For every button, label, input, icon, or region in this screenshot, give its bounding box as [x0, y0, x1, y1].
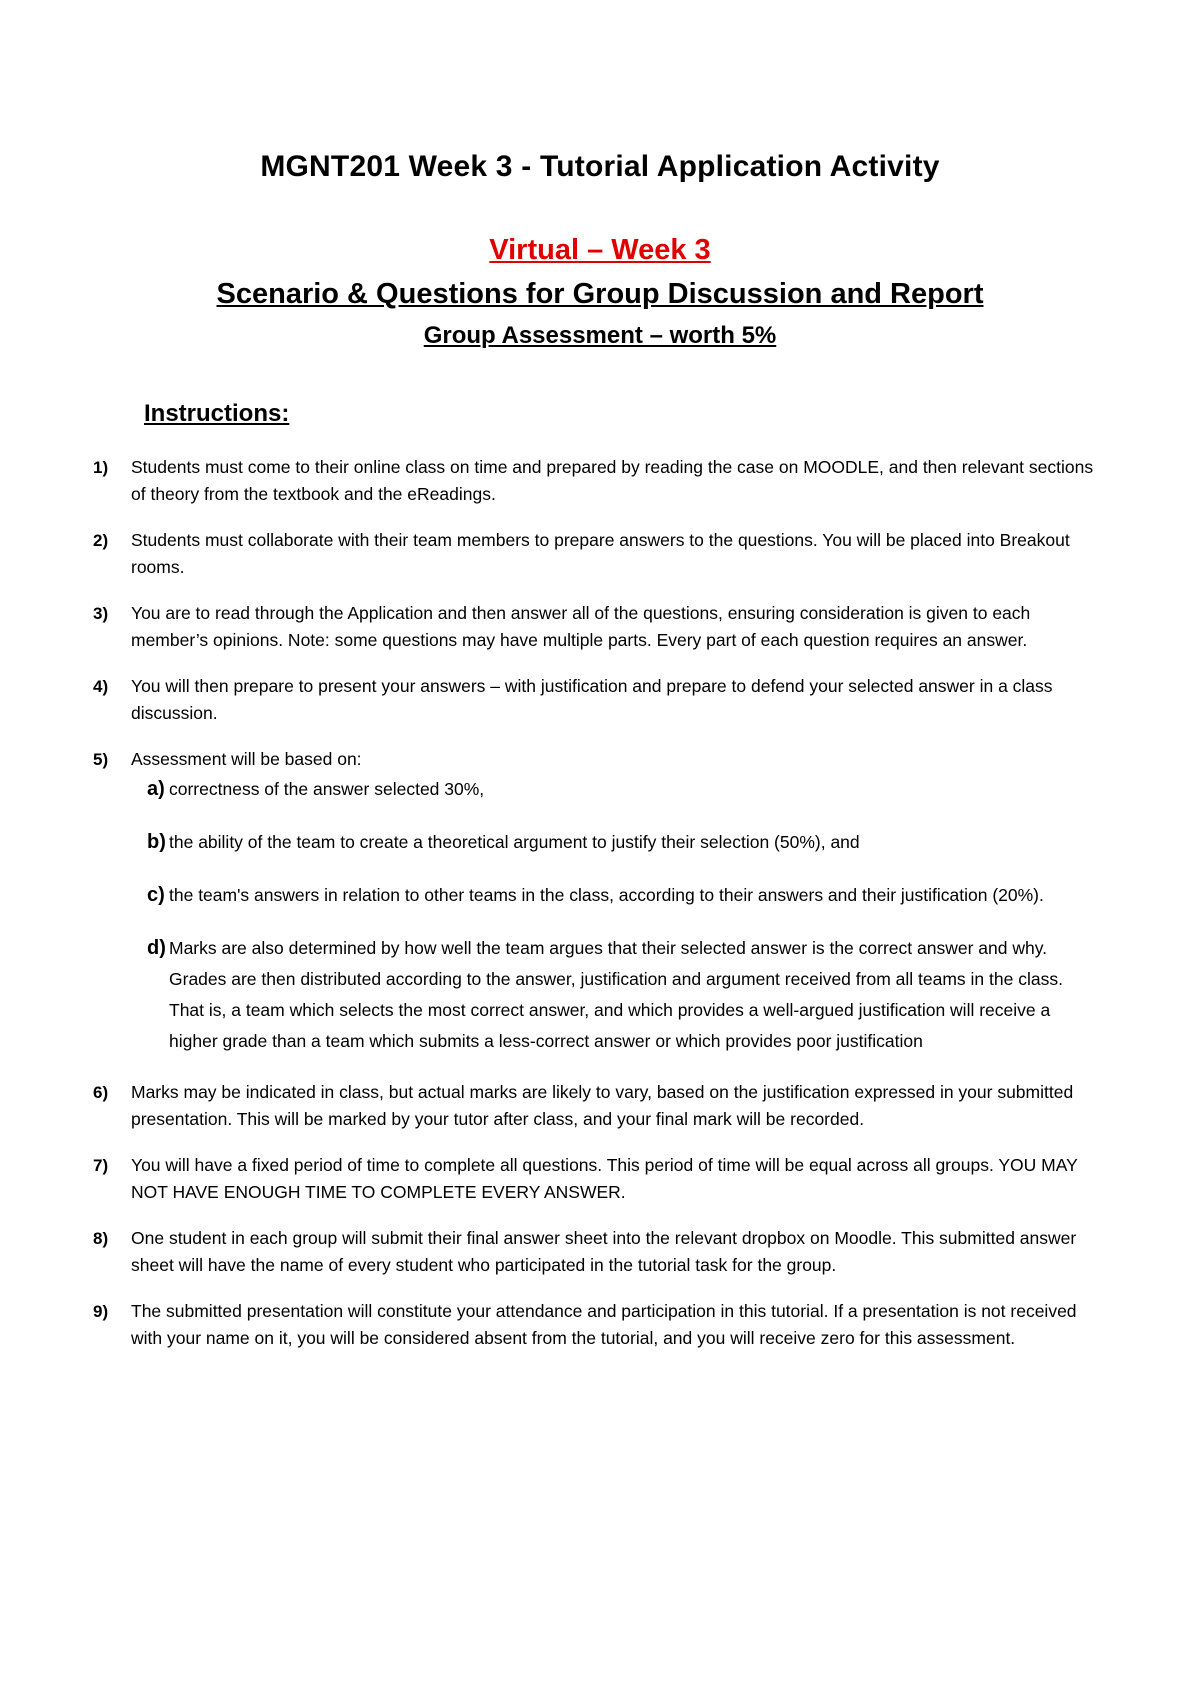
item-number: 4) [93, 677, 109, 696]
item-text: Marks may be indicated in class, but actual marks are likely to vary, based on the justification expressed in your submitted presentation. This will be marked by your tutor after class, and your final mark will be recorded. [131, 1082, 1074, 1129]
assessment-criteria-list [0, 774, 1063, 1057]
item-number: 3) [93, 604, 109, 623]
subtitle-group-assessment: Group Assessment – worth 5% [423, 322, 777, 349]
list-item [0, 746, 1200, 1057]
sublist-item [131, 774, 1066, 805]
list-item [0, 454, 1200, 508]
item-number: 7) [93, 1156, 109, 1175]
sublist-text: the team's answers in relation to other teams in the class, according to their answers and their justification (20%). [169, 885, 1044, 905]
sublist-letter: b) [147, 831, 166, 853]
sublist-text: correctness of the answer selected 30%, [169, 779, 485, 799]
item-text: One student in each group will submit their final answer sheet into the relevant dropbox on Moodle. This submitted answer sheet will have the name of every student who participated in the tutorial task for the group. [131, 1228, 1077, 1275]
list-item [0, 1298, 1200, 1352]
sublist-item [131, 827, 1066, 858]
item-text: The submitted presentation will constitute your attendance and participation in this tutorial. If a presentation is not received with your name on it, you will be considered absent from the tutorial, and you will receive zero for this assessment. [131, 1301, 1077, 1348]
sublist-letter: d) [147, 937, 166, 959]
subtitle-virtual-week: Virtual – Week 3 [489, 234, 711, 266]
item-number: 5) [93, 750, 109, 769]
sublist-text: the ability of the team to create a theoretical argument to justify their selection (50%), and [169, 832, 860, 852]
sublist-item [131, 880, 1066, 911]
sublist-letter: c) [147, 884, 165, 906]
item-text: Students must collaborate with their team members to prepare answers to the questions. You will be placed into Breakout rooms. [131, 530, 1070, 577]
item-text: Assessment will be based on: [131, 749, 362, 769]
list-item [0, 1225, 1200, 1279]
item-text: Students must come to their online class on time and prepared by reading the case on MOODLE, and then relevant sections of theory from the textbook and the eReadings. [131, 457, 1094, 504]
instructions-heading: Instructions: [144, 400, 290, 427]
item-text: You are to read through the Application and then answer all of the questions, ensuring consideration is given to each member’s opinions. Note: some questions may have multiple parts. Every part of each question requires an answer. [131, 603, 1031, 650]
list-item [0, 527, 1200, 581]
item-number: 6) [93, 1083, 109, 1102]
list-item [0, 673, 1200, 727]
item-number: 9) [93, 1302, 109, 1321]
item-number: 2) [93, 531, 109, 550]
sublist-item [131, 933, 1066, 1057]
item-text: You will then prepare to present your answers – with justification and prepare to defend your selected answer in a class discussion. [131, 676, 1053, 723]
item-number: 1) [93, 458, 109, 477]
document-title: MGNT201 Week 3 - Tutorial Application Activity [260, 150, 940, 183]
item-text: You will have a fixed period of time to complete all questions. This period of time will be equal across all groups. YOU MAY NOT HAVE ENOUGH TIME TO COMPLETE EVERY ANSWER. [131, 1155, 1078, 1202]
list-item [0, 1152, 1200, 1206]
instructions-list [0, 454, 1200, 1371]
item-number: 8) [93, 1229, 109, 1248]
sublist-text: Marks are also determined by how well the team argues that their selected answer is the correct answer and why. Grades are then distributed according to the answer, justification and argument received from all teams in the class. That is, a team which selects the most correct answer, and which provides a well-argued justification will receive a higher grade than a team which submits a less-correct answer or which provides poor justification [169, 938, 1063, 1051]
sublist-letter: a) [147, 778, 165, 800]
list-item [0, 600, 1200, 654]
list-item [0, 1079, 1200, 1133]
subtitle-scenario: Scenario & Questions for Group Discussion and Report [216, 278, 984, 310]
